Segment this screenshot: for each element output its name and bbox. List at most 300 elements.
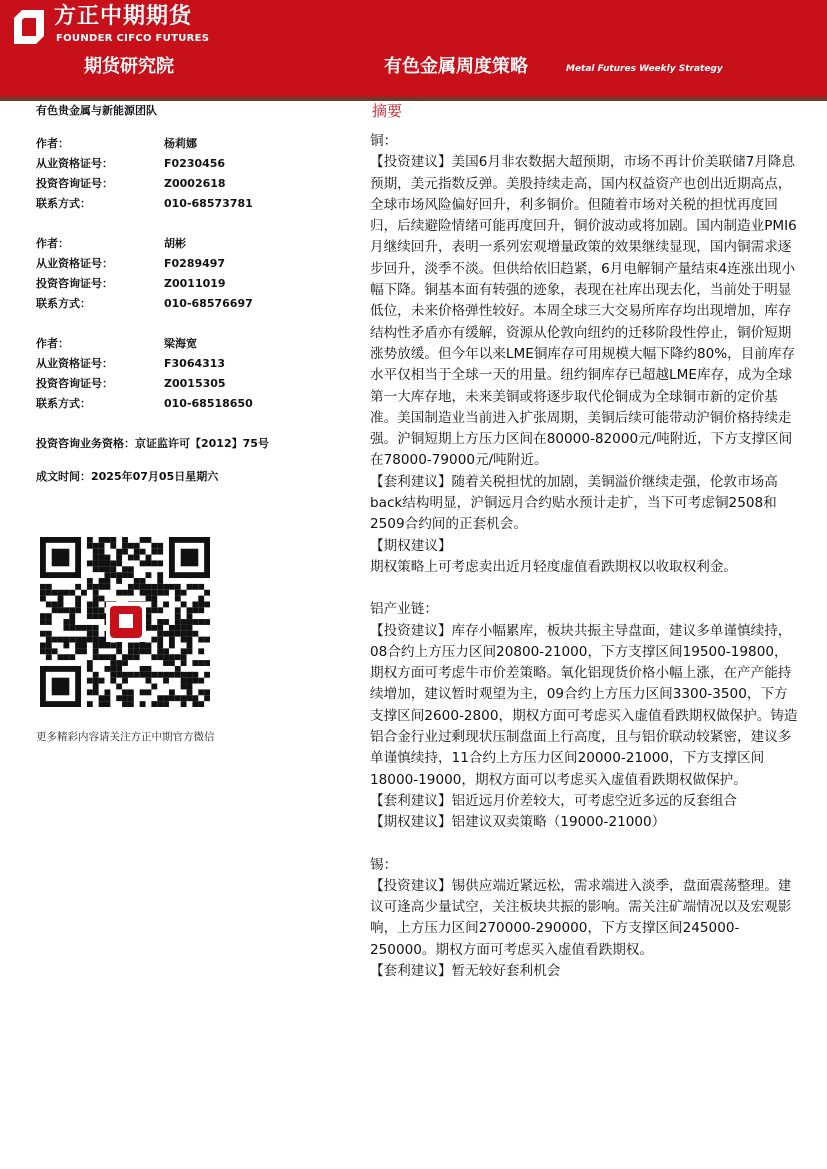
qr-module bbox=[52, 637, 58, 643]
qr-module bbox=[157, 654, 163, 660]
qr-module bbox=[157, 648, 163, 654]
qr-module bbox=[93, 584, 99, 590]
qr-finder bbox=[52, 549, 70, 567]
qr-module bbox=[46, 643, 52, 649]
qr-module bbox=[151, 637, 157, 643]
qr-module bbox=[122, 566, 128, 572]
contact-phone-label: 联系方式： bbox=[36, 297, 91, 310]
qr-module bbox=[146, 613, 152, 619]
qr-module bbox=[110, 566, 116, 572]
qr-module bbox=[163, 660, 169, 666]
qr-module bbox=[93, 601, 99, 607]
qr-module bbox=[169, 672, 175, 678]
qr-module bbox=[204, 601, 210, 607]
qr-module bbox=[69, 654, 75, 660]
author-row bbox=[36, 257, 253, 277]
qr-module bbox=[175, 619, 181, 625]
consulting-number: Z0015305 bbox=[164, 377, 226, 390]
qr-module bbox=[187, 648, 193, 654]
qr-module bbox=[116, 660, 122, 666]
qr-module bbox=[46, 637, 52, 643]
qr-module bbox=[104, 643, 110, 649]
qr-module bbox=[163, 590, 169, 596]
qr-module bbox=[175, 631, 181, 637]
qr-logo-icon bbox=[119, 614, 133, 628]
qr-module bbox=[99, 613, 105, 619]
author-row bbox=[36, 157, 253, 177]
qr-module bbox=[81, 643, 87, 649]
qr-module bbox=[157, 625, 163, 631]
qr-module bbox=[181, 660, 187, 666]
qr-module bbox=[46, 584, 52, 590]
contact-phone: 010-68573781 bbox=[164, 197, 253, 210]
qr-module bbox=[63, 637, 69, 643]
qr-module bbox=[116, 572, 122, 578]
qr-module bbox=[140, 689, 146, 695]
qr-module bbox=[93, 590, 99, 596]
qr-module bbox=[175, 625, 181, 631]
qr-module bbox=[134, 578, 140, 584]
qr-module bbox=[187, 643, 193, 649]
report-title: 有色金属周度策略 bbox=[384, 56, 528, 77]
author-row bbox=[36, 377, 253, 397]
qr-module bbox=[122, 549, 128, 555]
qr-module bbox=[63, 643, 69, 649]
qr-module bbox=[104, 701, 110, 707]
author-row bbox=[36, 197, 253, 217]
qr-module bbox=[58, 607, 64, 613]
qr-module bbox=[93, 613, 99, 619]
report-header bbox=[0, 0, 827, 97]
qr-module bbox=[75, 643, 81, 649]
qr-module bbox=[93, 648, 99, 654]
qr-module bbox=[75, 596, 81, 602]
author-name: 杨莉娜 bbox=[164, 137, 197, 150]
qualification-number: F3064313 bbox=[164, 357, 226, 370]
qr-module bbox=[93, 643, 99, 649]
qr-module bbox=[99, 643, 105, 649]
qr-module bbox=[116, 648, 122, 654]
qr-module bbox=[169, 654, 175, 660]
qr-module bbox=[181, 648, 187, 654]
qr-module bbox=[175, 695, 181, 701]
qr-module bbox=[204, 689, 210, 695]
author-row bbox=[36, 177, 253, 197]
qr-module bbox=[157, 590, 163, 596]
qr-module bbox=[63, 590, 69, 596]
qr-module bbox=[93, 566, 99, 572]
qr-module bbox=[187, 695, 193, 701]
author-name: 胡彬 bbox=[164, 237, 186, 250]
qr-module bbox=[192, 672, 198, 678]
qr-module bbox=[99, 578, 105, 584]
qr-module bbox=[151, 684, 157, 690]
qr-module bbox=[140, 666, 146, 672]
qr-module bbox=[151, 672, 157, 678]
qr-module bbox=[104, 555, 110, 561]
qr-module bbox=[140, 537, 146, 543]
qr-module bbox=[198, 607, 204, 613]
qr-module bbox=[99, 537, 105, 543]
qr-module bbox=[169, 689, 175, 695]
qr-module bbox=[140, 648, 146, 654]
qr-module bbox=[157, 578, 163, 584]
qr-module bbox=[175, 584, 181, 590]
qr-module bbox=[192, 660, 198, 666]
qr-module bbox=[99, 654, 105, 660]
qr-module bbox=[198, 660, 204, 666]
qr-module bbox=[151, 654, 157, 660]
qr-module bbox=[93, 678, 99, 684]
qr-module bbox=[69, 637, 75, 643]
contact-phone-label: 联系方式： bbox=[36, 397, 91, 410]
qr-module bbox=[163, 648, 169, 654]
qr-module bbox=[99, 678, 105, 684]
qr-module bbox=[46, 619, 52, 625]
qr-module bbox=[122, 543, 128, 549]
author-name: 梁海宽 bbox=[164, 337, 197, 350]
qr-finder bbox=[52, 678, 70, 696]
qr-module bbox=[134, 555, 140, 561]
qr-module bbox=[116, 560, 122, 566]
qr-module bbox=[87, 631, 93, 637]
qr-module bbox=[52, 601, 58, 607]
report-date: 成文时间：2025年07月05日星期六 bbox=[36, 470, 219, 483]
qr-module bbox=[204, 637, 210, 643]
qr-module bbox=[140, 549, 146, 555]
copper-options-label: 【期权建议】 bbox=[370, 537, 452, 554]
qr-module bbox=[163, 619, 169, 625]
qr-module bbox=[146, 678, 152, 684]
qr-module bbox=[198, 689, 204, 695]
qr-module bbox=[104, 566, 110, 572]
qr-module bbox=[175, 672, 181, 678]
qr-module bbox=[163, 631, 169, 637]
qr-module bbox=[146, 590, 152, 596]
qr-module bbox=[128, 555, 134, 561]
qr-module bbox=[99, 695, 105, 701]
qr-module bbox=[181, 601, 187, 607]
qr-module bbox=[87, 678, 93, 684]
aluminum-heading: 铝产业链： bbox=[370, 601, 438, 618]
qr-module bbox=[181, 672, 187, 678]
qr-module bbox=[122, 672, 128, 678]
qr-module bbox=[63, 625, 69, 631]
header-divider bbox=[0, 97, 827, 101]
qr-module bbox=[181, 619, 187, 625]
qr-module bbox=[146, 555, 152, 561]
wechat-qr-code[interactable] bbox=[40, 522, 210, 722]
qr-module bbox=[187, 584, 193, 590]
qr-module bbox=[134, 654, 140, 660]
qr-module bbox=[93, 549, 99, 555]
qr-module bbox=[52, 607, 58, 613]
qr-module bbox=[99, 555, 105, 561]
qr-module bbox=[104, 537, 110, 543]
author-row bbox=[36, 297, 253, 317]
qr-module bbox=[75, 607, 81, 613]
tin-heading: 锡： bbox=[370, 856, 398, 873]
qr-module bbox=[169, 695, 175, 701]
qr-module bbox=[93, 672, 99, 678]
qr-module bbox=[157, 643, 163, 649]
qr-module bbox=[169, 631, 175, 637]
qr-module bbox=[146, 572, 152, 578]
qr-module bbox=[40, 584, 46, 590]
qr-module bbox=[58, 637, 64, 643]
qr-module bbox=[134, 672, 140, 678]
qr-module bbox=[40, 643, 46, 649]
qr-module bbox=[157, 584, 163, 590]
qr-module bbox=[99, 549, 105, 555]
qr-module bbox=[181, 678, 187, 684]
qualification-number-label: 从业资格证号： bbox=[36, 157, 113, 170]
qr-module bbox=[151, 549, 157, 555]
consulting-number: Z0011019 bbox=[164, 277, 226, 290]
qr-module bbox=[104, 578, 110, 584]
qr-module bbox=[81, 637, 87, 643]
author-row bbox=[36, 337, 253, 357]
copper-investment: 【投资建议】美国6月非农数据大超预期，市场不再计价美联储7月降息预期，美元指数反弹。美股持续走高，国内权益资产也创出近期高点，全球市场风险偏好回升，利多铜价。但随着市场对关税的担忧再度回归，后续避险情绪可能再度回升，铜价波动或将加剧。国内制造业PMI6月继续回升，表明一系列宏观增量政策的效果继续显现，国内铜需求逐步回升，淡季不淡。但供给依旧趋紧，6月电解铜产量结束4连涨出现小幅下降。铜基本面有转强的迹象，表现在社库出现去化，当前处于明显低位，未来价格弹性较好。本周全球三大交易所库存均出现增加，库存结构性矛盾亦有缓解，资源从伦敦向纽约的迁移阶段性停止，铜价短期涨势放缓。但今年以来LME铜库存可用规模大幅下降约80%，目前库存水平仅相当于全球一天的用量。纽约铜库存已超越LME库存，成为全球第一大库存地，未来美铜或将逐步取代伦铜成为全球铜市新的定价基准。美国制造业当前进入扩张周期，美铜后续可能带动沪铜价格持续走强。沪铜短期上方压力区间在80000-82000元/吨附近，下方支撑区间在78000-79000元/吨附近。 bbox=[370, 154, 797, 469]
license-info: 投资咨询业务资格：京证监许可【2012】75号 bbox=[36, 437, 269, 450]
qr-module bbox=[87, 637, 93, 643]
qr-module bbox=[104, 560, 110, 566]
qr-module bbox=[110, 537, 116, 543]
qr-module bbox=[134, 584, 140, 590]
qr-module bbox=[140, 584, 146, 590]
qr-module bbox=[93, 631, 99, 637]
qr-module bbox=[110, 543, 116, 549]
qr-module bbox=[192, 678, 198, 684]
logo-text-en: FOUNDER CIFCO FUTURES bbox=[56, 33, 210, 44]
author-name-label: 作者： bbox=[36, 237, 69, 250]
qr-module bbox=[151, 596, 157, 602]
qr-module bbox=[110, 666, 116, 672]
author-row bbox=[36, 357, 253, 377]
qr-module bbox=[181, 590, 187, 596]
qr-module bbox=[128, 689, 134, 695]
qr-module bbox=[128, 572, 134, 578]
logo-text-cn: 方正中期期货 bbox=[54, 4, 193, 29]
qr-module bbox=[157, 549, 163, 555]
qr-module bbox=[187, 637, 193, 643]
qr-module bbox=[163, 601, 169, 607]
qr-module bbox=[187, 672, 193, 678]
qr-module bbox=[69, 607, 75, 613]
qr-module bbox=[99, 701, 105, 707]
qr-module bbox=[93, 684, 99, 690]
qr-module bbox=[93, 689, 99, 695]
qr-module bbox=[175, 654, 181, 660]
contact-phone-label: 联系方式： bbox=[36, 197, 91, 210]
qr-module bbox=[69, 625, 75, 631]
institute-name: 期货研究院 bbox=[84, 56, 174, 77]
copper-options: 期权策略上可考虑卖出近月轻度虚值看跌期权以收取权利金。 bbox=[370, 558, 738, 575]
qr-module bbox=[169, 643, 175, 649]
company-logo-icon bbox=[14, 10, 44, 44]
qr-module bbox=[128, 590, 134, 596]
qr-module bbox=[146, 666, 152, 672]
qr-module bbox=[63, 607, 69, 613]
qr-module bbox=[104, 572, 110, 578]
qr-module bbox=[122, 654, 128, 660]
qr-module bbox=[128, 695, 134, 701]
qr-module bbox=[169, 584, 175, 590]
qr-module bbox=[187, 678, 193, 684]
qr-module bbox=[146, 596, 152, 602]
qr-module bbox=[63, 654, 69, 660]
author-name-label: 作者： bbox=[36, 137, 69, 150]
qr-module bbox=[204, 672, 210, 678]
contact-phone: 010-68518650 bbox=[164, 397, 253, 410]
qr-module bbox=[46, 613, 52, 619]
qr-module bbox=[140, 590, 146, 596]
qr-module bbox=[128, 654, 134, 660]
qr-module bbox=[163, 695, 169, 701]
qr-module bbox=[169, 660, 175, 666]
qr-module bbox=[134, 648, 140, 654]
qr-module bbox=[75, 637, 81, 643]
qr-module bbox=[157, 672, 163, 678]
qr-module bbox=[187, 607, 193, 613]
qr-module bbox=[134, 643, 140, 649]
qr-module bbox=[181, 631, 187, 637]
aluminum-options: 【期权建议】铝建议双卖策略（19000-21000） bbox=[370, 814, 666, 831]
qr-module bbox=[40, 619, 46, 625]
qr-module bbox=[146, 560, 152, 566]
qr-module bbox=[198, 701, 204, 707]
qr-module bbox=[104, 695, 110, 701]
qr-module bbox=[122, 695, 128, 701]
contact-phone: 010-68576697 bbox=[164, 297, 253, 310]
qr-module bbox=[128, 701, 134, 707]
qr-module bbox=[204, 660, 210, 666]
qr-module bbox=[93, 607, 99, 613]
qr-module bbox=[122, 701, 128, 707]
author-row bbox=[36, 397, 253, 417]
qr-module bbox=[104, 666, 110, 672]
qr-module bbox=[58, 596, 64, 602]
qr-module bbox=[99, 543, 105, 549]
qr-module bbox=[75, 584, 81, 590]
qr-module bbox=[128, 566, 134, 572]
qr-module bbox=[93, 637, 99, 643]
qr-module bbox=[104, 584, 110, 590]
qr-module bbox=[40, 590, 46, 596]
qr-module bbox=[69, 613, 75, 619]
qr-module bbox=[87, 584, 93, 590]
qr-module bbox=[116, 549, 122, 555]
qr-module bbox=[99, 566, 105, 572]
qr-module bbox=[87, 625, 93, 631]
qr-module bbox=[181, 625, 187, 631]
qr-module bbox=[187, 613, 193, 619]
qr-module bbox=[93, 555, 99, 561]
qr-module bbox=[46, 631, 52, 637]
author-row bbox=[36, 277, 253, 297]
qr-module bbox=[104, 654, 110, 660]
qualification-number-label: 从业资格证号： bbox=[36, 257, 113, 270]
qr-module bbox=[116, 578, 122, 584]
qr-module bbox=[87, 613, 93, 619]
qr-module bbox=[163, 672, 169, 678]
qr-module bbox=[192, 695, 198, 701]
tin-investment: 【投资建议】锡供应端近紧远松，需求端进入淡季，盘面震荡整理。建议可逢高少量试空，关注板块共振的影响。需关注矿端情况以及宏观影响，上方压力区间270000-290000，下方支撑区间245000-250000。期权方面可考虑买入虚值看跌期权。 bbox=[370, 877, 792, 958]
qr-module bbox=[198, 584, 204, 590]
qr-caption: 更多精彩内容请关注方正中期官方微信 bbox=[36, 731, 215, 743]
qr-module bbox=[192, 619, 198, 625]
qr-module bbox=[151, 625, 157, 631]
qr-module bbox=[87, 701, 93, 707]
summary-content bbox=[370, 131, 800, 982]
qr-module bbox=[140, 560, 146, 566]
qr-module bbox=[169, 637, 175, 643]
qr-module bbox=[40, 596, 46, 602]
qr-module bbox=[87, 543, 93, 549]
qr-module bbox=[192, 601, 198, 607]
qualification-number-label: 从业资格证号： bbox=[36, 357, 113, 370]
qr-module bbox=[140, 701, 146, 707]
qr-module bbox=[146, 672, 152, 678]
qr-module bbox=[110, 672, 116, 678]
copper-arbitrage: 【套利建议】随着关税担忧的加剧，美铜溢价继续走强，伦敦市场高back结构明显，沪铜远月合约贴水预计走扩，当下可考虑铜2508和2509合约间的正套机会。 bbox=[370, 473, 778, 533]
qr-module bbox=[163, 701, 169, 707]
qr-module bbox=[40, 648, 46, 654]
qr-module bbox=[163, 678, 169, 684]
consulting-number: Z0002618 bbox=[164, 177, 226, 190]
team-name: 有色贵金属与新能源团队 bbox=[36, 104, 157, 117]
qr-module bbox=[175, 666, 181, 672]
qr-module bbox=[122, 678, 128, 684]
qr-module bbox=[99, 584, 105, 590]
qr-module bbox=[52, 590, 58, 596]
qr-module bbox=[146, 619, 152, 625]
copper-heading: 铜： bbox=[370, 133, 398, 149]
qr-module bbox=[128, 648, 134, 654]
qr-module bbox=[87, 601, 93, 607]
qr-module bbox=[151, 701, 157, 707]
qr-module bbox=[110, 643, 116, 649]
qr-module bbox=[146, 643, 152, 649]
qr-module bbox=[187, 625, 193, 631]
author-row bbox=[36, 137, 253, 157]
qr-module bbox=[99, 637, 105, 643]
consulting-number-label: 投资咨询证号： bbox=[36, 277, 113, 290]
qr-module bbox=[146, 584, 152, 590]
qr-module bbox=[198, 678, 204, 684]
qr-module bbox=[75, 648, 81, 654]
qr-module bbox=[116, 666, 122, 672]
qr-module bbox=[146, 607, 152, 613]
qr-module bbox=[58, 601, 64, 607]
qr-module bbox=[81, 648, 87, 654]
qr-module bbox=[140, 578, 146, 584]
qr-module bbox=[116, 555, 122, 561]
qr-module bbox=[198, 637, 204, 643]
qr-module bbox=[187, 619, 193, 625]
qr-module bbox=[157, 631, 163, 637]
qr-module bbox=[151, 543, 157, 549]
qr-module bbox=[163, 654, 169, 660]
author-list bbox=[36, 137, 253, 417]
qr-module bbox=[87, 578, 93, 584]
qr-module bbox=[140, 643, 146, 649]
qr-module bbox=[198, 648, 204, 654]
report-title-en: Metal Futures Weekly Strategy bbox=[566, 64, 723, 74]
qr-module bbox=[157, 619, 163, 625]
qr-module bbox=[157, 607, 163, 613]
author-name-label: 作者： bbox=[36, 337, 69, 350]
